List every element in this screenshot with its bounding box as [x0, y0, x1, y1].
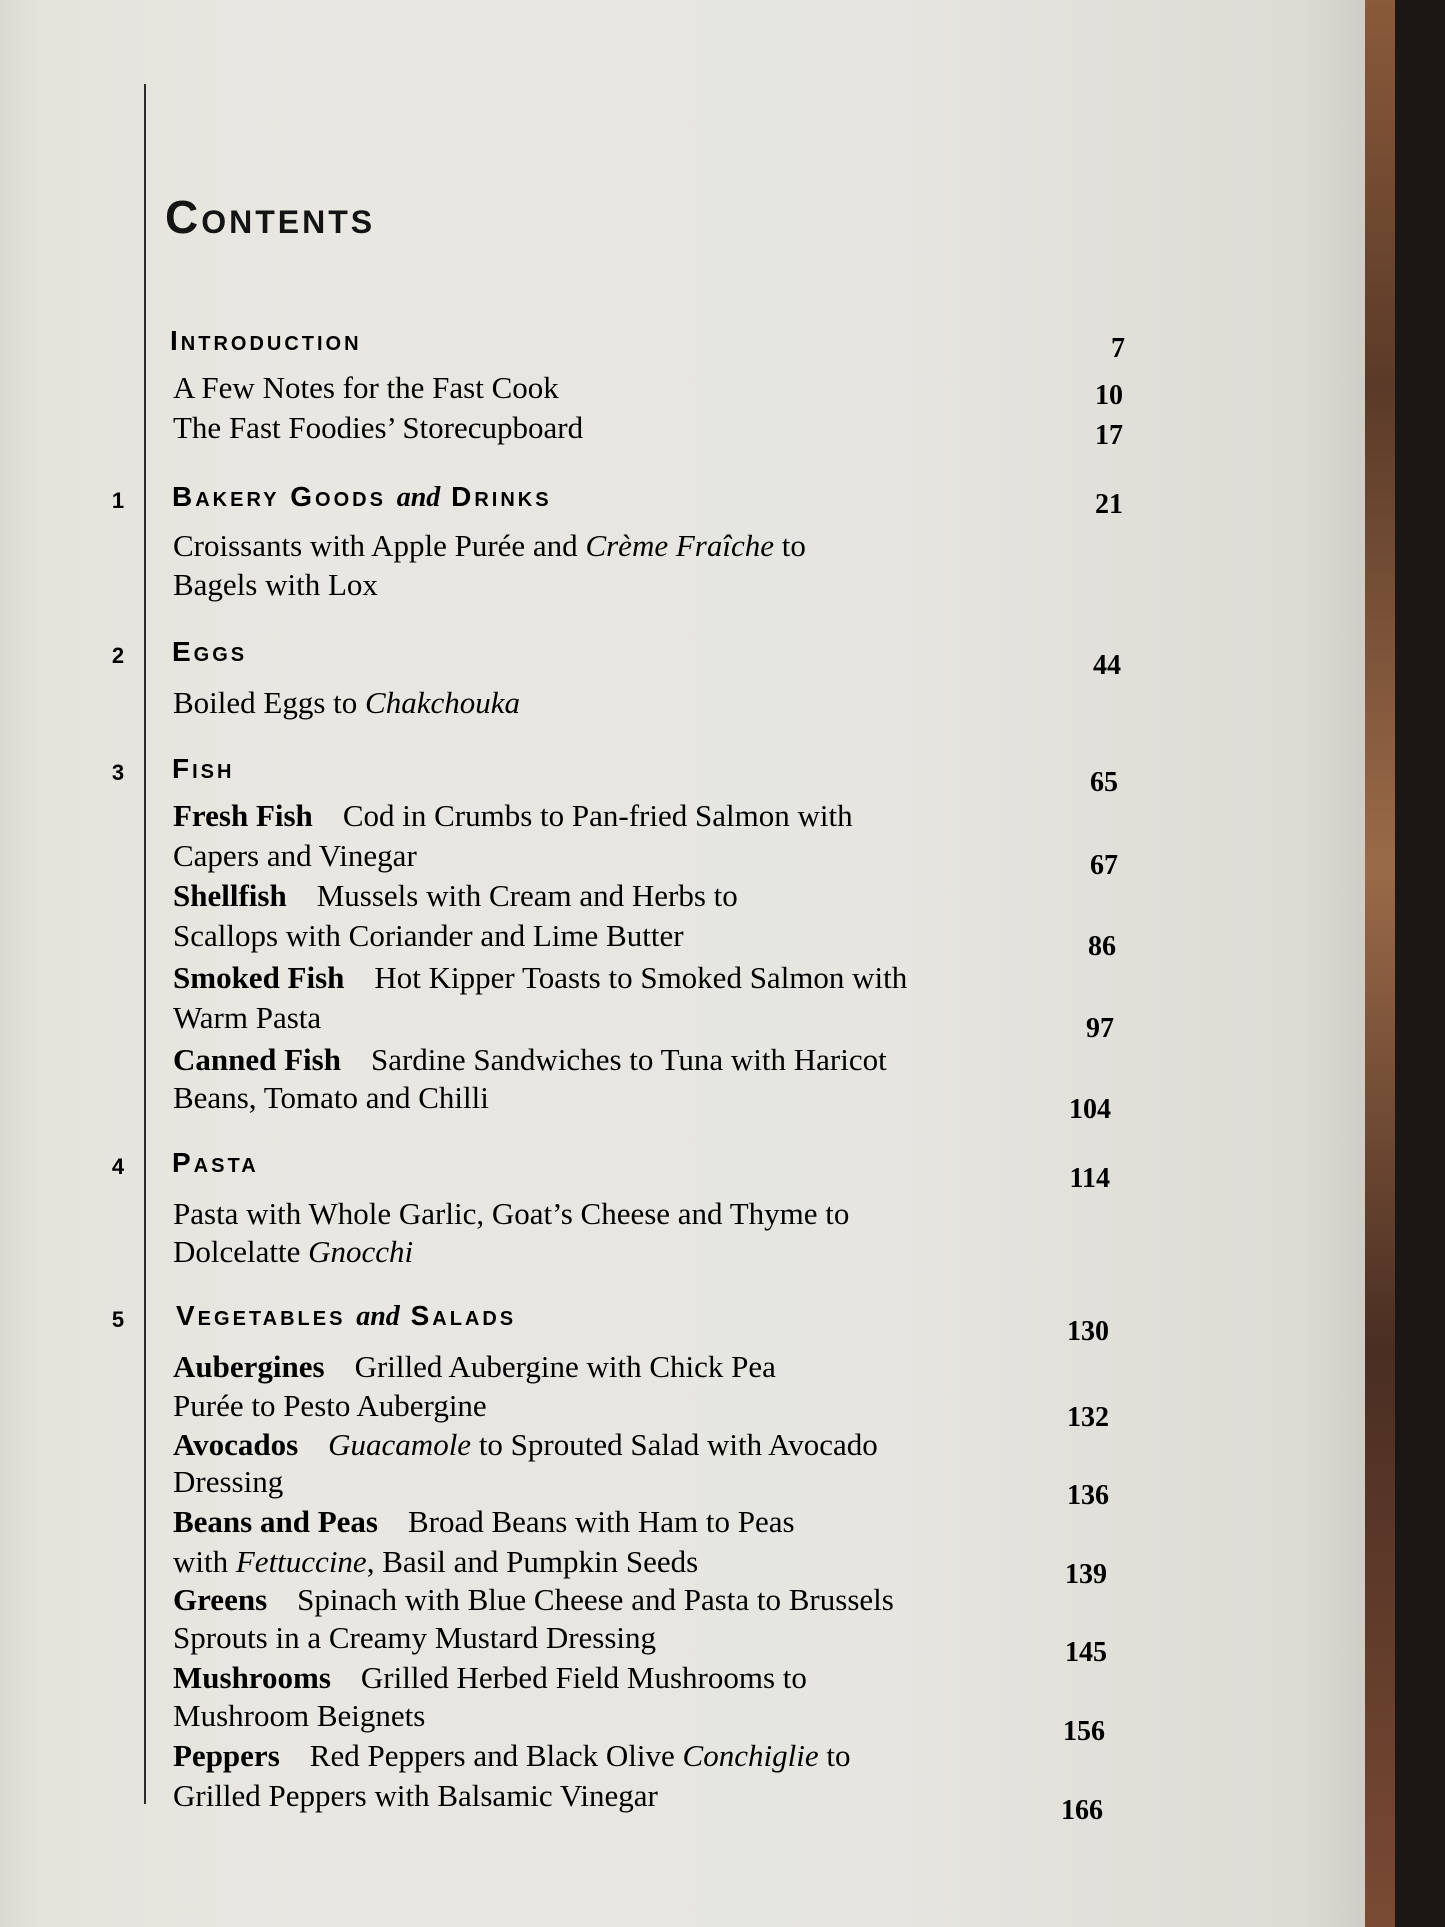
- veg-section-2-l2: Dressing: [173, 1464, 284, 1499]
- veg-section-4-text: Spinach with Blue Cheese and Pasta to Brussels: [297, 1582, 894, 1617]
- chapter-2-number: 2: [111, 643, 125, 668]
- veg-section-2-l1: [173, 1427, 878, 1463]
- chapter-4-number: 4: [111, 1154, 125, 1179]
- veg-section-3-l2-a: with: [173, 1544, 236, 1579]
- chapter-4-page: 114: [1069, 1163, 1110, 1194]
- veg-section-1-l1: [173, 1349, 776, 1385]
- chapter-5-heading-a: Vegetables: [176, 1300, 346, 1331]
- veg-section-3-l2-italic: Fettuccine: [235, 1544, 367, 1579]
- veg-section-2-text: to Sprouted Salad with Avocado: [471, 1427, 878, 1462]
- veg-section-4-page: 145: [1065, 1637, 1107, 1668]
- fish-section-1-l1: [173, 798, 853, 834]
- fish-section-1-l2: Capers and Vinegar: [173, 838, 417, 873]
- fish-section-4-text: Sardine Sandwiches to Tuna with Haricot: [370, 1042, 887, 1077]
- fish-section-4-l2: Beans, Tomato and Chilli: [173, 1080, 489, 1115]
- fish-section-3-label: Smoked Fish: [173, 960, 345, 995]
- fish-section-2-text: Mussels with Cream and Herbs to: [316, 878, 738, 913]
- chapter-1-heading-a: Bakery Goods: [172, 481, 386, 512]
- chapter-2-heading: Eggs: [172, 636, 248, 667]
- veg-section-3-l2-c: , Basil and Pumpkin Seeds: [366, 1544, 699, 1579]
- chapter-4-line-2-a: Dolcelatte: [173, 1234, 309, 1269]
- chapter-1-line-1-a: Croissants with Apple Purée and: [173, 528, 586, 563]
- fish-section-2-l2: Scallops with Coriander and Lime Butter: [173, 918, 684, 953]
- intro-page: 7: [1111, 333, 1125, 364]
- fish-section-1-text: Cod in Crumbs to Pan-fried Salmon with: [342, 798, 853, 833]
- chapter-2-line-italic: Chakchouka: [365, 685, 520, 720]
- veg-section-3-l1: [173, 1504, 795, 1540]
- fish-section-4-l1: [173, 1042, 887, 1078]
- chapter-5-heading: [176, 1300, 516, 1333]
- fish-section-1-page: 67: [1090, 850, 1118, 881]
- veg-section-1-l2: Purée to Pesto Aubergine: [173, 1388, 487, 1423]
- fish-section-3-l2: Warm Pasta: [173, 1000, 322, 1035]
- veg-section-5-text: Grilled Herbed Field Mushrooms to: [360, 1660, 807, 1695]
- chapter-3-heading: Fish: [172, 753, 235, 784]
- veg-section-6-l2: Grilled Peppers with Balsamic Vinegar: [173, 1778, 658, 1813]
- chapter-1-line-1: [173, 528, 806, 564]
- page-title: Contents: [165, 191, 376, 243]
- chapter-3-number: 3: [111, 760, 125, 785]
- chapter-5-number: 5: [111, 1307, 125, 1332]
- veg-section-5-l2: Mushroom Beignets: [173, 1698, 426, 1733]
- veg-section-3-label: Beans and Peas: [173, 1504, 378, 1539]
- chapter-2-page: 44: [1093, 650, 1121, 681]
- intro-item-1: A Few Notes for the Fast Cook: [173, 370, 559, 405]
- chapter-4-line-1: Pasta with Whole Garlic, Goat’s Cheese and Thyme to: [173, 1196, 850, 1231]
- fish-section-2-page: 86: [1088, 931, 1116, 962]
- veg-section-6-text-c: to: [818, 1738, 851, 1773]
- intro-item-2: The Fast Foodies’ Storecupboard: [173, 410, 584, 445]
- fish-section-3-page: 97: [1086, 1013, 1114, 1044]
- veg-section-6-text-a: Red Peppers and Black Olive: [309, 1738, 683, 1773]
- chapter-1-line-1-c: to: [773, 528, 806, 563]
- chapter-5-heading-and: and: [356, 1301, 400, 1332]
- veg-section-6-l1: [173, 1738, 850, 1774]
- veg-section-1-page: 132: [1067, 1402, 1109, 1433]
- fish-section-2-l1: [173, 878, 738, 914]
- veg-section-3-l2: [173, 1544, 698, 1580]
- margin-rule: [144, 84, 146, 1804]
- chapter-5-page: 130: [1067, 1316, 1109, 1347]
- veg-section-5-label: Mushrooms: [173, 1660, 331, 1695]
- chapter-4-heading: Pasta: [172, 1147, 259, 1178]
- book-edge: [1365, 0, 1395, 1927]
- chapter-1-line-1-italic: Crème Fraîche: [585, 528, 774, 563]
- veg-section-4-l2: Sprouts in a Creamy Mustard Dressing: [173, 1620, 657, 1655]
- fish-section-1-label: Fresh Fish: [173, 798, 313, 833]
- chapter-1-heading: [172, 481, 552, 514]
- veg-section-2-page: 136: [1067, 1480, 1109, 1511]
- veg-section-6-label: Peppers: [173, 1738, 280, 1773]
- veg-section-3-text: Broad Beans with Ham to Peas: [407, 1504, 795, 1539]
- fish-section-3-l1: [173, 960, 907, 996]
- chapter-3-page: 65: [1090, 767, 1118, 798]
- chapter-1-heading-and: and: [396, 482, 441, 513]
- veg-section-1-text: Grilled Aubergine with Chick Pea: [354, 1349, 776, 1384]
- chapter-1-number: 1: [111, 488, 125, 513]
- fish-section-2-label: Shellfish: [173, 878, 287, 913]
- chapter-4-line-2-italic: Gnocchi: [308, 1234, 414, 1269]
- chapter-1-heading-b: Drinks: [451, 481, 552, 512]
- veg-section-4-l1: [173, 1582, 894, 1618]
- chapter-4-line-2: [173, 1234, 413, 1270]
- intro-heading: Introduction: [170, 325, 362, 356]
- veg-section-4-label: Greens: [173, 1582, 268, 1617]
- chapter-2-line: [173, 685, 520, 721]
- chapter-1-page: 21: [1095, 489, 1123, 520]
- veg-section-6-italic: Conchiglie: [682, 1738, 819, 1773]
- veg-section-3-page: 139: [1065, 1559, 1107, 1590]
- chapter-2-line-a: Boiled Eggs to: [173, 685, 366, 720]
- veg-section-5-page: 156: [1063, 1716, 1105, 1747]
- fish-section-3-text: Hot Kipper Toasts to Smoked Salmon with: [374, 960, 908, 995]
- chapter-5-heading-b: Salads: [410, 1300, 517, 1331]
- intro-item-1-page: 10: [1095, 380, 1123, 411]
- intro-item-2-page: 17: [1095, 420, 1123, 451]
- veg-section-6-page: 166: [1061, 1795, 1103, 1826]
- fish-section-4-page: 104: [1069, 1094, 1111, 1125]
- veg-section-1-label: Aubergines: [173, 1349, 325, 1384]
- veg-section-2-italic: Guacamole: [328, 1427, 472, 1462]
- veg-section-2-label: Avocados: [173, 1427, 299, 1462]
- chapter-1-line-2: Bagels with Lox: [173, 567, 378, 602]
- veg-section-5-l1: [173, 1660, 807, 1696]
- fish-section-4-label: Canned Fish: [173, 1042, 341, 1077]
